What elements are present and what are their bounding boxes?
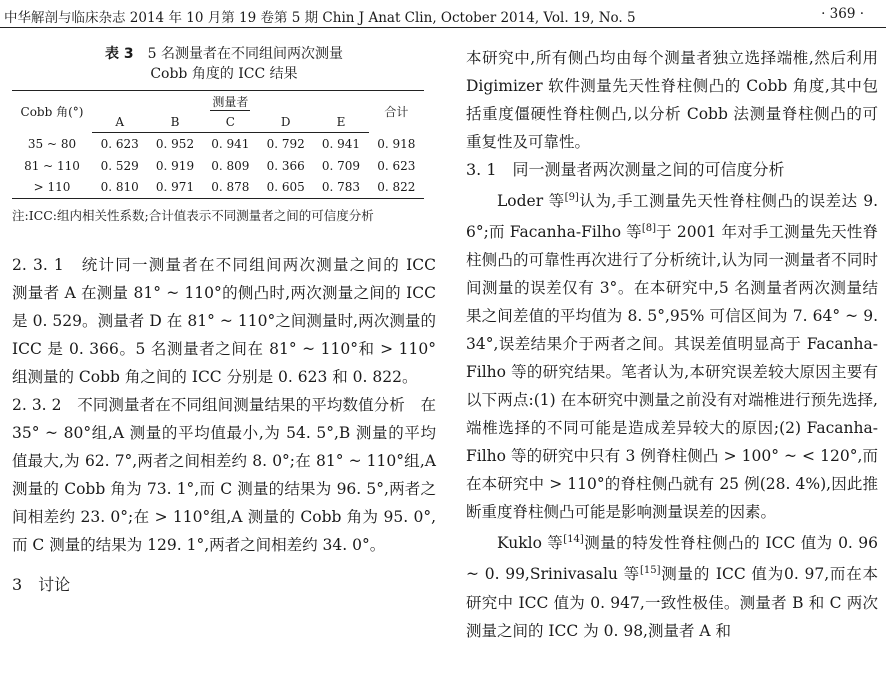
total-cell: 0. 918 <box>377 136 416 151</box>
total-cell: 0. 623 <box>377 158 416 173</box>
right-column <box>466 44 878 645</box>
measurer-header: B <box>147 113 202 133</box>
table-row <box>12 177 424 199</box>
loder-paragraph: Loder 等[9]认为,手工测量先天性脊柱侧凸的误差达 9. 6°;而 Facanha-Filho 等[8]于 2001 年对手工测量先天性脊柱侧凸的可靠性再次进行了分析统计,认为同一测量者不同时间测量的误差仅有 3°。在本研究中,5 名测量者两次测量结果之间差值的平均值为 8. 5°,95% 可信区间为 7. 64° ~ 9. 34°,误差结果介于两者之间。其误差值明显高于 Facanha-Filho 等的研究结果。笔者认为,本研究误差较大原因主要有以下两点:(1) 在本研究中测量之前没有对端椎进行预先选择,端椎选择的不同可能是造成差异较大的原因;(2) Facanha-Filho 等的研究中只有 3 例脊柱侧凸 > 100° ~ < 120°,而在本研究中 > 110°的脊柱侧凸就有 25 例(28. 4%),因此推断重度脊柱侧凸可能是影响测量误差的因素。 <box>466 192 878 522</box>
table-title-line2: Cobb 角度的 ICC 结果 <box>150 66 298 82</box>
citation-ref: [15] <box>639 565 661 577</box>
icc-cell: 0. 783 <box>313 177 368 199</box>
section-3-heading: 3 讨论 <box>12 575 71 594</box>
icc-cell: 0. 941 <box>211 136 250 151</box>
total-header: 合计 <box>369 91 424 133</box>
kuklo-paragraph: Kuklo 等[14]测量的特发性脊柱侧凸的 ICC 值为 0. 96 ~ 0. 99,Srinivasalu 等[15]测量的 ICC 值为0. 97,而在本研究中 ICC 值为 0. 947,一致性极佳。测量者 B 和 C 两次测量之间的 ICC 为 0. 98,测量者 A 和 <box>466 534 879 640</box>
table-row <box>12 133 424 155</box>
citation-ref: [9] <box>564 192 579 203</box>
running-header <box>0 0 886 28</box>
icc-cell: 0. 971 <box>147 177 202 199</box>
icc-cell: 0. 605 <box>258 177 313 199</box>
icc-cell: 0. 792 <box>266 136 305 151</box>
measurer-header: D <box>258 113 313 133</box>
icc-cell: 0. 529 <box>100 158 139 173</box>
measurer-header: C <box>203 113 258 133</box>
page-number: · 369 · <box>821 6 864 22</box>
section-2-3-1-paragraph: 2. 3. 1 统计同一测量者在不同组间两次测量之间的 ICC 测量者 A 在测量 81° ~ 110°的侧凸时,两次测量之间的 ICC 是 0. 529。测量者 D 在 81° ~ 110°之间测量时,两次测量的 ICC 是 0. 366。5 名测量者之间在 81° ~ 110°和 > 110°组测量的 Cobb 角之间的 ICC 分别是 0. 623 和 0. 822。 <box>12 256 452 386</box>
measurer-header: A <box>92 113 147 133</box>
measurer-group-header: 测量者 <box>92 91 369 113</box>
section-3-1-heading: 3. 1 同一测量者两次测量之间的可信度分析 <box>466 160 785 179</box>
table-title-line1: 5 名测量者在不同组间两次测量 <box>147 46 343 62</box>
icc-cell: 0. 366 <box>266 158 305 173</box>
icc-cell: 0. 709 <box>321 158 361 173</box>
icc-cell: 0. 809 <box>211 158 250 173</box>
table-note: 注:ICC:组内相关性系数;合计值表示不同测量者之间的可信度分析 <box>12 208 374 223</box>
table-number: 表 3 <box>105 46 134 62</box>
row-label: > 110 <box>12 177 92 199</box>
row-label: 35 ~ 80 <box>27 136 77 151</box>
icc-cell: 0. 941 <box>321 136 361 151</box>
icc-cell: 0. 952 <box>155 136 195 151</box>
total-cell: 0. 822 <box>369 177 424 199</box>
icc-cell: 0. 878 <box>203 177 258 199</box>
citation-ref: [8] <box>641 223 656 235</box>
icc-cell: 0. 919 <box>155 158 195 173</box>
left-column <box>12 44 452 599</box>
icc-table <box>12 90 424 199</box>
icc-cell: 0. 810 <box>92 177 147 199</box>
table-caption <box>12 44 436 84</box>
cobb-angle-header: Cobb 角(°) <box>12 91 92 133</box>
measurer-header: E <box>313 113 368 133</box>
journal-citation: 中华解剖与临床杂志 2014 年 10 月第 19 卷第 5 期 Chin J Anat Clin, October 2014, Vol. 19, No. 5 <box>4 10 636 26</box>
icc-cell: 0. 623 <box>100 136 139 151</box>
row-label: 81 ~ 110 <box>24 158 80 173</box>
table-row <box>12 155 424 177</box>
citation-ref: [14] <box>563 534 584 546</box>
section-2-3-2-paragraph: 2. 3. 2 不同测量者在不同组间测量结果的平均数值分析 在 35° ~ 80°组,A 测量的平均值最小,为 54. 5°,B 测量的平均值最大,为 62. 7°,两者之间相差约 8. 0°;在 81° ~ 110°组,A 测量的 Cobb 角为 73. 1°,而 C 测量的结果为 96. 5°,两者之间相差约 23. 0°;在 > 110°组,A 测量的 Cobb 角为 95. 0°,而 C 测量的结果为 129. 1°,两者之间相差约 34. 0°。 <box>12 396 436 554</box>
intro-paragraph: 本研究中,所有侧凸均由每个测量者独立选择端椎,然后利用 Digimizer 软件测量先天性脊柱侧凸的 Cobb 角度,其中包括重度僵硬性脊柱侧凸,以分析 Cobb 法测量脊柱侧凸的可重复性及可靠性。 <box>466 49 878 151</box>
